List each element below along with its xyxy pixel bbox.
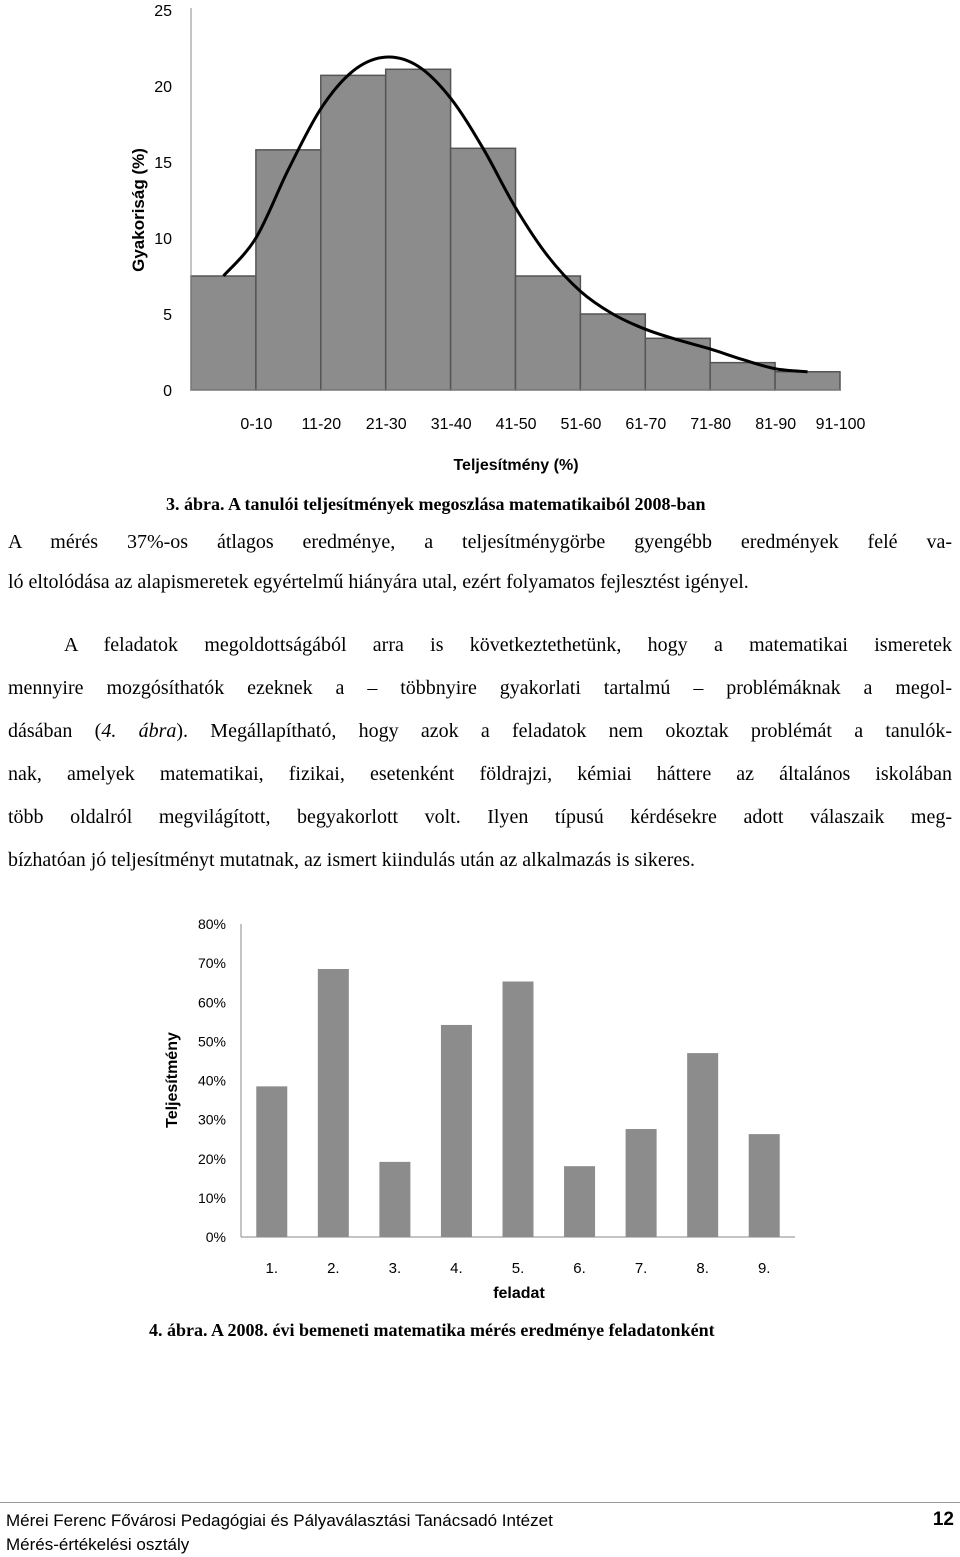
x-axis-title: Teljesítmény (%) [453,457,579,474]
paragraph-2 [8,624,952,882]
x-tick-label: 71-80 [690,416,732,433]
y-tick-label: 20% [197,1150,226,1167]
y-tick-label: 0 [163,383,172,400]
histogram-chart [0,0,960,480]
x-tick-label: 7. [634,1260,648,1277]
x-tick-label: 61-70 [625,416,667,433]
paragraph-line: A mérés 37%-os átlagos eredménye, a teljesítménygörbe gyengébb eredmények felé va- [8,531,952,553]
footer-line: Mérés-értékelési osztály [6,1535,190,1554]
x-tick-label: 4. [450,1260,463,1277]
y-tick-label: 10% [197,1189,226,1206]
x-tick-label: 41-50 [495,416,537,433]
histogram-bar [321,75,386,390]
text-segment: dásában ( [8,720,102,742]
y-tick-label: 40% [197,1072,226,1089]
paragraph-line: A feladatok megoldottságából arra is következtethetünk, hogy a matematikai ismeretek [64,634,952,656]
histogram-bar [256,150,321,390]
x-tick-label: 91-100 [815,416,866,433]
x-tick-labels [240,416,865,433]
x-tick-label: 1. [265,1260,279,1277]
paragraph-line: bízhatóan jó teljesítményt mutatnak, az ismert kiindulás után az alkalmazás is sikeres. [8,849,696,871]
y-tick-label: 5 [163,307,172,324]
x-tick-label: 51-60 [560,416,602,433]
paragraph-line: nak, amelyek matematikai, fizikai, esetenként földrajzi, kémiai háttere az általános iskolában [8,763,952,785]
x-axis-title: feladat [493,1285,545,1302]
x-tick-label: 11-20 [301,416,342,433]
paragraph-line [8,710,952,753]
histogram-bar [191,276,256,390]
y-tick-label: 60% [197,994,226,1011]
footer-rule [0,1502,960,1503]
y-tick-labels [154,3,172,400]
figure-caption-4: 4. ábra. A 2008. évi bemeneti matematika mérés eredménye feladatonként [149,1320,715,1340]
histogram-bar [516,276,581,390]
x-tick-label: 2. [327,1260,340,1277]
y-tick-label: 20 [154,79,172,96]
task-bar [503,982,534,1237]
histogram-bar [775,372,840,390]
y-tick-label: 30% [197,1111,226,1128]
task-bar [318,969,349,1237]
page-number: 12 [932,1509,954,1530]
task-bar [749,1134,780,1237]
y-tick-label: 10 [154,231,172,248]
task-bar [379,1162,410,1237]
caption-text: A tanulói teljesítmények megoszlása matematikaiból 2008-ban [228,494,706,514]
x-tick-labels [266,1260,771,1277]
task-bar [626,1129,657,1237]
histogram-bar [451,148,516,390]
x-tick-label: 81-90 [755,416,797,433]
footer-line: Mérei Ferenc Fővárosi Pedagógiai és Pályaválasztási Tanácsadó Intézet [6,1511,553,1530]
y-tick-label: 15 [154,155,172,172]
bar-series [256,969,779,1237]
x-tick-label: 6. [573,1260,586,1277]
y-tick-label: 50% [197,1033,226,1050]
x-tick-label: 0-10 [240,416,273,433]
y-tick-label: 80% [197,916,226,932]
paragraph-1 [8,522,952,602]
y-tick-label: 25 [154,3,172,20]
paragraph-line: több oldalról megvilágított, begyakorlott volt. Ilyen típusú kérdésekre adott válaszaik meg- [8,806,952,828]
x-tick-label: 8. [696,1260,709,1277]
caption-prefix: 3. ábra. [166,494,225,514]
x-tick-label: 21-30 [365,416,407,433]
task-performance-chart [0,900,960,1310]
task-bar [256,1086,287,1237]
text-segment: ). Megállapítható, hogy azok a feladatok nem okoztak problémát a tanulók- [176,720,952,742]
x-tick-label: 9. [757,1260,771,1277]
y-tick-label: 70% [197,955,226,972]
paragraph-line: mennyire mozgósíthatók ezeknek a – többnyire gyakorlati tartalmú – problémáknak a megol- [8,677,952,699]
y-axis-title: Teljesítmény [164,1032,181,1128]
y-axis-title: Gyakoriság (%) [129,148,148,272]
figure-reference: 4. ábra [101,720,177,742]
y-tick-label: 0% [205,1229,226,1245]
task-bar [441,1025,472,1237]
task-bar [687,1053,718,1237]
x-tick-label: 5. [511,1260,525,1277]
figure-caption-3 [166,494,706,515]
y-tick-labels [198,916,226,1245]
footer-institution [6,1509,553,1557]
paragraph-line: ló eltolódása az alapismeretek egyértelmű hiányára utal, ezért folyamatos fejlesztést igényel. [8,571,749,593]
x-tick-label: 3. [388,1260,402,1277]
histogram-bars [191,69,840,390]
task-bar [564,1166,595,1237]
x-tick-label: 31-40 [430,416,472,433]
histogram-bar [386,69,451,390]
